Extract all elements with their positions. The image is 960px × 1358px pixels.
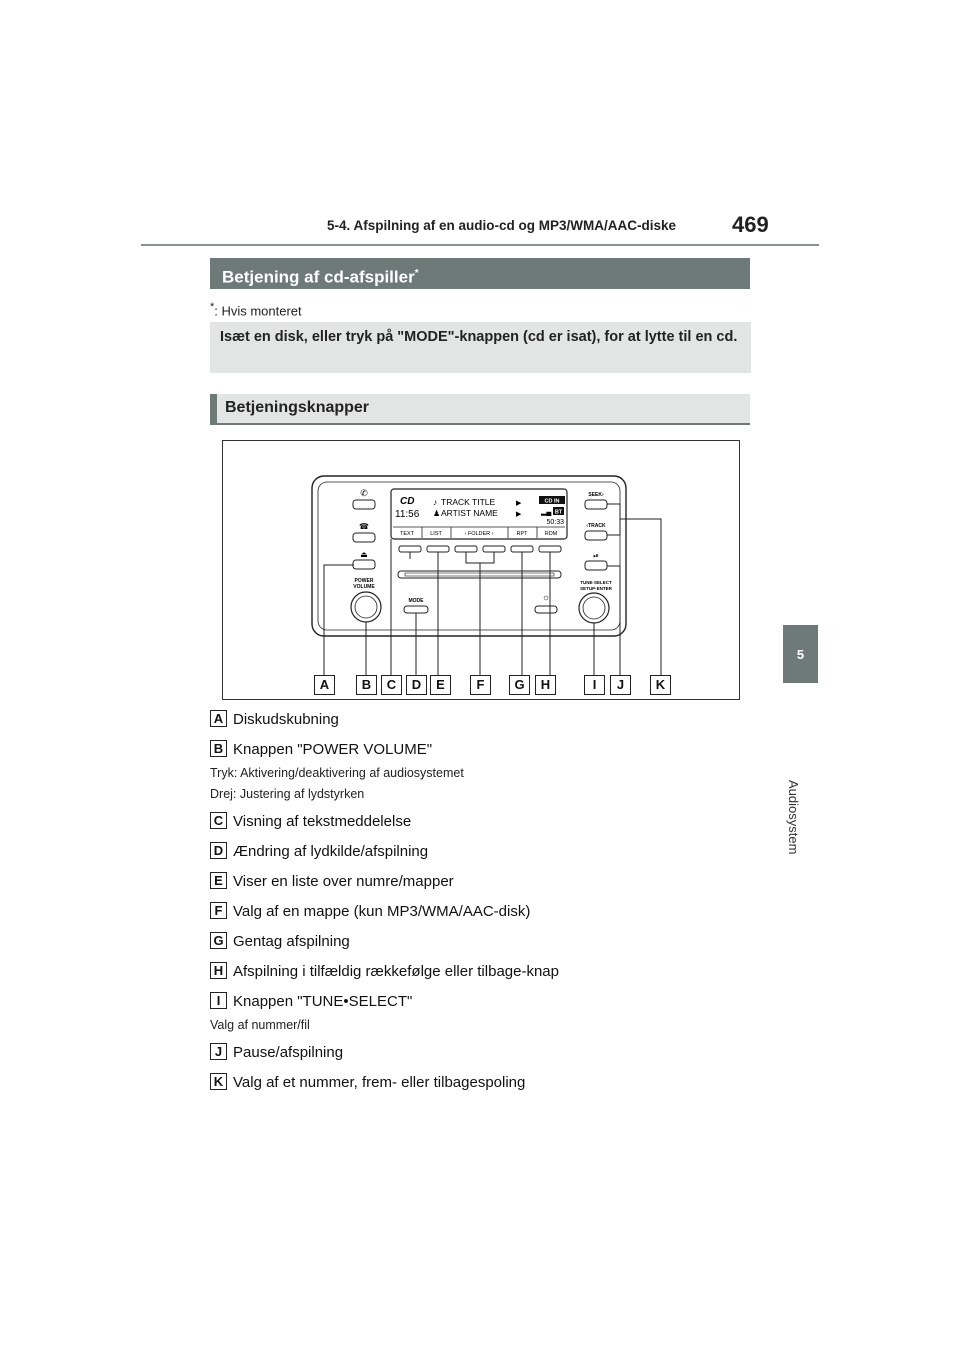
softkey-folder: ‹ FOLDER › <box>464 531 494 537</box>
item-badge-h: H <box>210 962 227 979</box>
callout-d: D <box>406 675 427 695</box>
mode-label: MODE <box>408 598 424 604</box>
display-button <box>535 606 557 613</box>
footnote <box>210 301 302 318</box>
item-note-b2: Drej: Justering af lydstyrken <box>210 787 365 801</box>
section-title-bar <box>210 258 750 289</box>
person-icon: ♟ <box>433 509 441 518</box>
audio-panel-figure <box>222 440 740 700</box>
callout-g: G <box>509 675 530 695</box>
item-badge-f: F <box>210 902 227 919</box>
audio-panel-illustration <box>223 441 741 701</box>
page-number: 469 <box>732 212 769 237</box>
item-text-b: Knappen "POWER VOLUME" <box>233 741 433 758</box>
item-badge-k: K <box>210 1073 227 1090</box>
item-text-f: Valg af en mappe (kun MP3/WMA/AAC-disk) <box>233 903 531 920</box>
item-text-j: Pause/afspilning <box>233 1044 344 1061</box>
item-text-g: Gentag afspilning <box>233 933 350 950</box>
cd-in-text: CD IN <box>544 498 560 505</box>
section-title: Betjening af cd-afspiller <box>222 267 415 287</box>
track-label: ‹TRACK <box>586 523 606 529</box>
power-label-1: POWER <box>354 578 374 584</box>
mode-button <box>404 606 428 613</box>
display-track-title: TRACK TITLE <box>441 497 496 507</box>
callout-i: I <box>584 675 605 695</box>
tune-select-knob <box>579 593 609 623</box>
running-header: 5-4. Afspilning af en audio-cd og MP3/WMA/AAC-diske <box>327 218 677 233</box>
hangup-icon: ☎ <box>359 522 369 531</box>
bt-text: BT <box>554 509 563 516</box>
signal-icon: ▂▄ <box>541 509 552 516</box>
track-button <box>585 531 607 540</box>
item-badge-g: G <box>210 932 227 949</box>
callout-b: B <box>356 675 377 695</box>
item-text-h: Afspilning i tilfældig rækkefølge eller tilbage-knap <box>233 963 559 980</box>
item-badge-b: B <box>210 740 227 757</box>
tune-label-2: SETUP·ENTER <box>580 586 612 591</box>
item-text-e: Viser en liste over numre/mapper <box>233 873 454 890</box>
item-text-c: Visning af tekstmeddelelse <box>233 813 412 830</box>
softkey-rpt: RPT <box>516 531 528 537</box>
callout-e: E <box>430 675 451 695</box>
section-title-mark: * <box>414 268 419 279</box>
power-label-2: VOLUME <box>353 584 375 590</box>
header-rule <box>141 244 819 246</box>
display-artist-name: ARTIST NAME <box>441 508 498 518</box>
item-badge-j: J <box>210 1043 227 1060</box>
seek-label: SEEK› <box>588 492 604 498</box>
item-note-i1: Valg af nummer/fil <box>210 1018 310 1032</box>
arrow-right-icon: ▶ <box>516 500 522 507</box>
power-volume-knob <box>351 592 381 622</box>
footnote-mark: * <box>210 301 215 313</box>
callout-f: F <box>470 675 491 695</box>
item-text-i: Knappen "TUNE•SELECT" <box>233 993 413 1010</box>
phone-icon: ✆ <box>360 488 368 498</box>
phone-button <box>353 500 375 509</box>
callout-a: A <box>314 675 335 695</box>
footnote-text: : Hvis monteret <box>214 303 302 319</box>
callout-c: C <box>381 675 402 695</box>
item-text-k: Valg af et nummer, frem- eller tilbagespoling <box>233 1074 526 1091</box>
softkey-text: TEXT <box>399 531 415 537</box>
eject-button <box>353 560 375 569</box>
item-badge-d: D <box>210 842 227 859</box>
eject-icon: ⏏ <box>360 550 368 559</box>
arrow-right-icon-2: ▶ <box>516 511 522 518</box>
chapter-tab: 5 <box>783 625 818 683</box>
display-time: 50:33 <box>546 519 564 526</box>
intro-box: Isæt en disk, eller tryk på "MODE"-knappen (cd er isat), for at lytte til en cd. <box>210 322 751 373</box>
item-badge-c: C <box>210 812 227 829</box>
play-pause-icon: ⏯ <box>593 553 599 560</box>
display-clock: 11:56 <box>395 509 420 520</box>
softkey-rdm: RDM <box>544 531 558 537</box>
play-pause-button <box>585 561 607 570</box>
item-badge-i: I <box>210 992 227 1009</box>
sun-icon: ☼ <box>541 592 551 602</box>
item-text-d: Ændring af lydkilde/afspilning <box>233 843 429 860</box>
callout-j: J <box>610 675 631 695</box>
note-icon: ♪ <box>433 497 438 507</box>
hangup-button <box>353 533 375 542</box>
subsection-title: Betjeningsknapper <box>210 394 750 425</box>
chapter-label: Audiosystem <box>786 780 801 855</box>
item-badge-a: A <box>210 710 227 727</box>
item-text-a: Diskudskubning <box>233 711 339 728</box>
display-source: CD <box>400 496 415 507</box>
item-badge-e: E <box>210 872 227 889</box>
softkey-list: LIST <box>430 531 442 537</box>
item-note-b1: Tryk: Aktivering/deaktivering af audiosystemet <box>210 766 464 780</box>
seek-button <box>585 500 607 509</box>
tune-label-1: TUNE·SELECT <box>580 580 612 585</box>
callout-h: H <box>535 675 556 695</box>
callout-k: K <box>650 675 671 695</box>
